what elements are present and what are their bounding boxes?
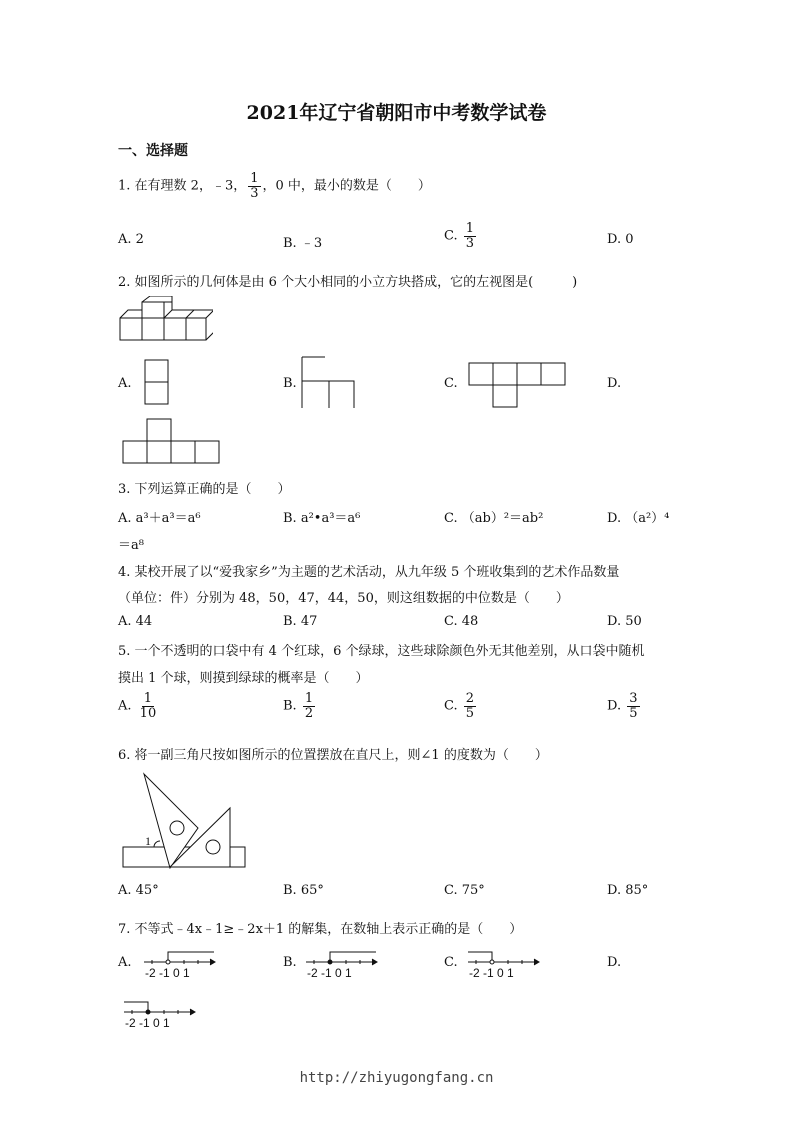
q1-stem-pre: 1. 在有理数 2，﹣3， bbox=[118, 178, 247, 194]
q2-option-d: D. bbox=[607, 376, 622, 391]
question-4-line2: （单位：件）分别为 48，50，47，44，50，则这组数据的中位数是（ ） bbox=[118, 591, 569, 606]
question-4-line1: 4. 某校开展了以“爱我家乡”为主题的艺术活动，从九年级 5 个班收集到的艺术作品数量 bbox=[118, 565, 620, 580]
q2-option-a-figure bbox=[144, 359, 170, 407]
q7-option-b: B. bbox=[283, 955, 297, 970]
page-title: 2021年辽宁省朝阳市中考数学试卷 bbox=[246, 102, 547, 124]
question-3-stem: 3. 下列运算正确的是（ ） bbox=[118, 482, 291, 497]
question-1-stem bbox=[118, 172, 431, 200]
q1-stem-post: ，0 中，最小的数是（ ） bbox=[262, 178, 431, 194]
question-7-stem: 7. 不等式﹣4x﹣1≥﹣2x＋1 的解集，在数轴上表示正确的是（ ） bbox=[118, 922, 523, 937]
q7-number-line-d bbox=[122, 994, 200, 1030]
footer-url[interactable]: http://zhiyugongfang.cn bbox=[299, 1070, 494, 1086]
q2-option-c: C. bbox=[444, 376, 458, 391]
q4-option-a: A. 44 bbox=[118, 614, 153, 629]
question-5-line2: 摸出 1 个球，则摸到绿球的概率是（ ） bbox=[118, 671, 369, 686]
q1-fraction: $\frac{1}{3}$ bbox=[250, 171, 259, 201]
q5-option-c: C. $\frac{2}{5}$ bbox=[444, 691, 475, 721]
q1-option-d: D. 0 bbox=[607, 232, 634, 247]
q1-option-b: B. ﹣3 bbox=[283, 236, 323, 251]
q2-solid-figure bbox=[118, 296, 213, 346]
q3-option-d: D. （a²）⁴ bbox=[607, 511, 670, 526]
question-5-line1: 5. 一个不透明的口袋中有 4 个红球，6 个绿球，这些球除颜色外无其他差别，从口袋中随机 bbox=[118, 644, 645, 659]
q7-option-d: D. bbox=[607, 955, 622, 970]
q7-number-line-b bbox=[304, 944, 382, 980]
q3-option-b: B. a²•a³＝a⁶ bbox=[283, 511, 361, 526]
q7-option-a: A. bbox=[118, 955, 132, 970]
q7-option-c: C. bbox=[444, 955, 458, 970]
section-heading: 一、选择题 bbox=[118, 143, 188, 159]
question-6-stem: 6. 将一副三角尺按如图所示的位置摆放在直尺上，则∠1 的度数为（ ） bbox=[118, 748, 548, 763]
q7-number-line-c bbox=[466, 944, 544, 980]
q6-option-a: A. 45° bbox=[118, 883, 159, 898]
q3-option-a: A. a³＋a³＝a⁶ bbox=[118, 511, 201, 526]
q7-number-line-a bbox=[142, 944, 220, 980]
q4-option-b: B. 47 bbox=[283, 614, 318, 629]
q3-option-d-continued: ＝a⁸ bbox=[118, 538, 144, 553]
q2-option-b: B. bbox=[283, 376, 297, 391]
angle-1-label: 1 bbox=[145, 834, 151, 848]
q4-option-c: C. 48 bbox=[444, 614, 479, 629]
number-line-tick-labels: -2 -1 0 1 bbox=[125, 1016, 170, 1030]
q4-option-d: D. 50 bbox=[607, 614, 642, 629]
angle-arc bbox=[154, 841, 160, 847]
q3-option-c: C. （ab）²＝ab² bbox=[444, 511, 544, 526]
q6-option-c: C. 75° bbox=[444, 883, 485, 898]
q6-option-d: D. 85° bbox=[607, 883, 649, 898]
q2-option-b-figure bbox=[300, 356, 358, 410]
q5-option-a: A. $\frac{1}{10}$ bbox=[118, 691, 157, 721]
number-line-tick-labels: -2 -1 0 1 bbox=[307, 966, 352, 980]
q2-option-a: A. bbox=[118, 376, 132, 391]
q5-option-b: B. $\frac{1}{2}$ bbox=[283, 691, 314, 721]
q2-option-c-figure bbox=[468, 362, 568, 410]
q2-option-d-figure bbox=[122, 418, 222, 466]
q1-option-a: A. 2 bbox=[118, 232, 144, 247]
number-line-tick-labels: -2 -1 0 1 bbox=[469, 966, 514, 980]
q6-option-b: B. 65° bbox=[283, 883, 324, 898]
q6-triangle-ruler-figure bbox=[118, 768, 253, 874]
q5-option-d: D. $\frac{3}{5}$ bbox=[607, 691, 638, 721]
question-2-stem: 2. 如图所示的几何体是由 6 个大小相同的小立方块搭成，它的左视图是( ) bbox=[118, 275, 578, 290]
q1-option-c: C. $\frac{1}{3}$ bbox=[444, 221, 475, 251]
number-line-tick-labels: -2 -1 0 1 bbox=[145, 966, 190, 980]
